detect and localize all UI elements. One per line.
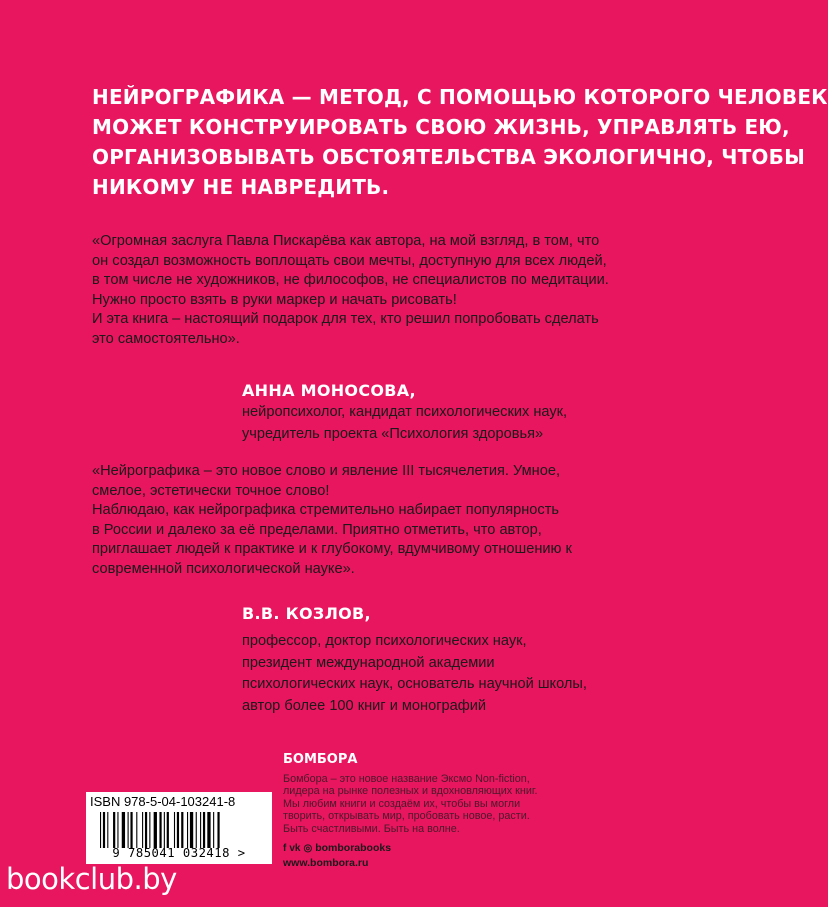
author-desc-line: профессор, доктор психологических наук, — [242, 633, 527, 649]
publisher-description — [283, 773, 538, 835]
social-handle: bomborabooks — [315, 842, 392, 854]
quote-line: смелое, эстетически точное слово! — [92, 482, 330, 499]
author-desc-line: учредитель проекта «Психология здоровья» — [242, 425, 544, 442]
barcode-digits: 9 785041 032418 > — [112, 846, 246, 860]
facebook-icon[interactable]: f — [283, 842, 287, 854]
publisher-desc-line: Мы любим книги и создаём их, чтобы вы могли — [283, 797, 521, 810]
author-desc-line: автор более 100 книг и монографий — [242, 697, 487, 714]
watermark: bookclub.by — [6, 862, 177, 896]
headline-line: НИКОМУ НЕ НАВРЕДИТЬ. — [92, 175, 390, 199]
quote-line: приглашает людей к практике и к глубокому, вдумчивому отношению к — [92, 541, 572, 558]
quote-line: И эта книга – настоящий подарок для тех, кто решил попробовать сделать — [92, 311, 599, 328]
social-links[interactable] — [283, 842, 391, 854]
author-desc-line: президент международной академии — [242, 654, 495, 671]
barcode — [86, 792, 272, 864]
headline-line: ОРГАНИЗОВЫВАТЬ ОБСТОЯТЕЛЬСТВА ЭКОЛОГИЧНО, ЧТОБЫ — [92, 145, 806, 169]
author-desc-monosova — [242, 402, 567, 445]
quote-monosova — [92, 232, 622, 350]
instagram-icon[interactable]: ◎ — [303, 842, 313, 854]
quote-line: в том числе не художников, не философов, не специалистов по медитации. — [92, 272, 609, 289]
author-name-monosova: АННА МОНОСОВА, — [242, 381, 416, 400]
quote-line: Наблюдаю, как нейрографика стремительно набирает популярность — [92, 502, 559, 519]
author-desc-kozlov — [242, 631, 587, 717]
quote-line: «Огромная заслуга Павла Пискарёва как автора, на мой взгляд, в том, что — [92, 233, 600, 249]
publisher-desc-line: Бомбора – это новое название Эксмо Non-fiction, — [283, 773, 530, 785]
quote-line: «Нейрографика – это новое слово и явление III тысячелетия. Умное, — [92, 463, 560, 479]
publisher-logo: БОМБОРА — [283, 752, 358, 767]
publisher-desc-line: лидера на рынке полезных и вдохновляющих книг. — [283, 785, 538, 798]
quote-line: это самостоятельно». — [92, 330, 240, 347]
quote-line: он создал возможность воплощать свои мечты, доступную для всех людей, — [92, 252, 607, 269]
headline-line: МОЖЕТ КОНСТРУИРОВАТЬ СВОЮ ЖИЗНЬ, УПРАВЛЯТЬ ЕЮ, — [92, 115, 790, 139]
headline-line: НЕЙРОГРАФИКА — МЕТОД, С ПОМОЩЬЮ КОТОРОГО ЧЕЛОВЕК — [92, 85, 828, 109]
quote-line: Нужно просто взять в руки маркер и начать рисовать! — [92, 291, 457, 308]
vk-icon[interactable]: vk — [289, 842, 301, 854]
publisher-desc-line: творить, открывать мир, пробовать новое, расти. — [283, 810, 530, 823]
publisher-desc-line: Быть счастливыми. Быть на волне. — [283, 822, 460, 835]
quote-kozlov — [92, 462, 622, 580]
quote-line: современной психологической науке». — [92, 560, 355, 577]
author-name-kozlov: В.В. КОЗЛОВ, — [242, 604, 371, 623]
headline — [92, 82, 828, 202]
author-desc-line: нейропсихолог, кандидат психологических наук, — [242, 404, 568, 420]
barcode-bars — [100, 812, 258, 848]
author-desc-line: психологических наук, основатель научной школы, — [242, 676, 587, 693]
isbn-label: ISBN 978-5-04-103241-8 — [90, 794, 236, 809]
quote-line: в России и далеко за её пределами. Приятно отметить, что автор, — [92, 521, 542, 538]
publisher-website[interactable]: www.bombora.ru — [283, 857, 369, 869]
